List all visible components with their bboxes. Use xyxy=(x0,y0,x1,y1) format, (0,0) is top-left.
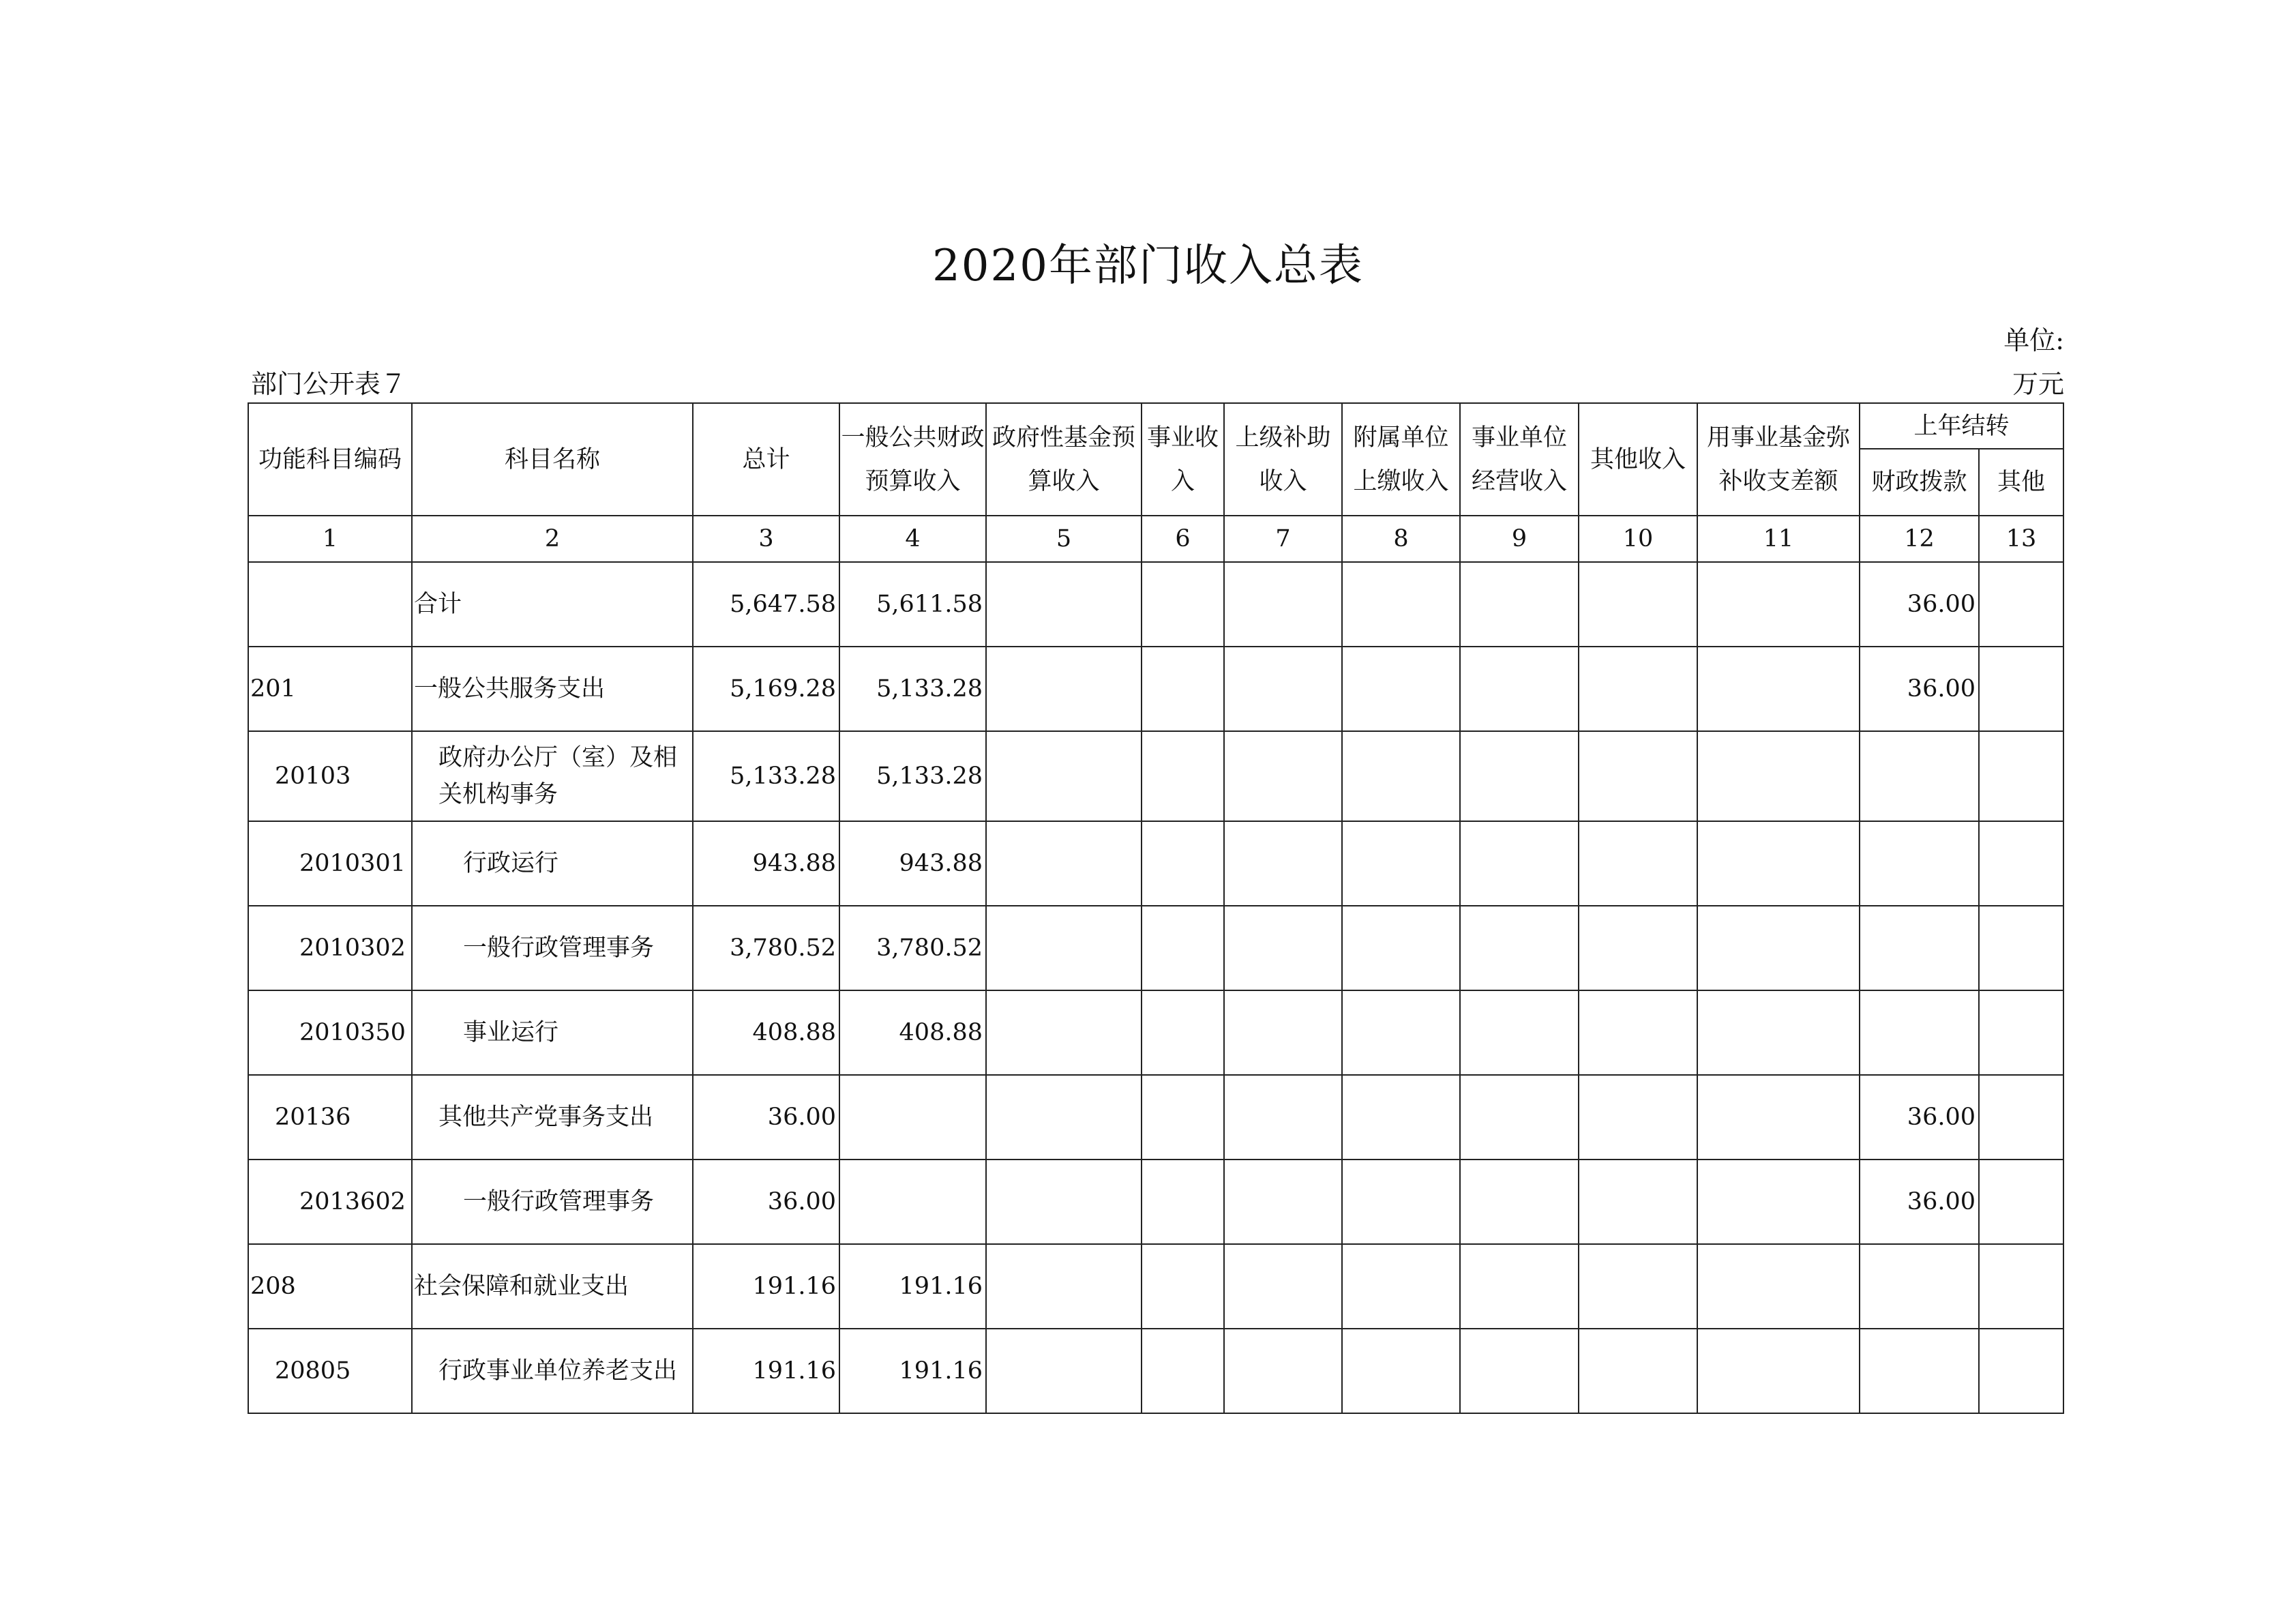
cell-value xyxy=(1460,647,1579,731)
cell-value xyxy=(1224,562,1342,647)
cell-value xyxy=(1697,906,1860,990)
cell-value xyxy=(986,562,1142,647)
cell-value: 3,780.52 xyxy=(839,906,986,990)
cell-value xyxy=(1224,1329,1342,1413)
cell-value xyxy=(1342,731,1460,821)
cell-value xyxy=(1979,1329,2063,1413)
cell-code: 2013602 xyxy=(248,1160,412,1244)
index-cell: 12 xyxy=(1860,516,1979,562)
unit-label: 单位: xyxy=(2003,325,2064,355)
cell-value: 5,133.28 xyxy=(839,731,986,821)
cell-value: 5,647.58 xyxy=(693,562,839,647)
index-row xyxy=(248,516,2063,562)
cell-value xyxy=(1224,821,1342,906)
header-general-budget: 一般公共财政预算收入 xyxy=(839,403,986,516)
header-code: 功能科目编码 xyxy=(248,403,412,516)
cell-value xyxy=(986,647,1142,731)
table-row xyxy=(248,990,2063,1075)
cell-value xyxy=(1979,731,2063,821)
cell-value xyxy=(1224,1160,1342,1244)
cell-name: 政府办公厅（室）及相关机构事务 xyxy=(412,731,693,821)
index-cell: 11 xyxy=(1697,516,1860,562)
cell-value xyxy=(986,1160,1142,1244)
cell-value xyxy=(1579,562,1697,647)
cell-value: 191.16 xyxy=(693,1329,839,1413)
cell-value xyxy=(1224,647,1342,731)
cell-code: 2010350 xyxy=(248,990,412,1075)
cell-value xyxy=(1342,1329,1460,1413)
cell-value xyxy=(1697,821,1860,906)
unit-value: 万元 xyxy=(2012,369,2064,399)
cell-value xyxy=(1224,731,1342,821)
cell-value xyxy=(986,990,1142,1075)
header-other-income: 其他收入 xyxy=(1579,403,1697,516)
table-row xyxy=(248,1244,2063,1329)
cell-value xyxy=(1579,1244,1697,1329)
cell-value xyxy=(839,1075,986,1160)
cell-name: 行政运行 xyxy=(412,821,693,906)
cell-value xyxy=(1979,906,2063,990)
cell-value xyxy=(1697,1075,1860,1160)
header-carry-other: 其他 xyxy=(1979,449,2063,516)
cell-value: 191.16 xyxy=(693,1244,839,1329)
cell-value xyxy=(1342,990,1460,1075)
cell-value xyxy=(1979,1075,2063,1160)
cell-value xyxy=(1860,821,1979,906)
header-gov-fund: 政府性基金预算收入 xyxy=(986,403,1142,516)
cell-value: 943.88 xyxy=(693,821,839,906)
cell-value xyxy=(986,1244,1142,1329)
cell-value xyxy=(1579,647,1697,731)
header-operating: 事业单位经营收入 xyxy=(1460,403,1579,516)
cell-value xyxy=(1460,1160,1579,1244)
cell-value xyxy=(1342,906,1460,990)
cell-value xyxy=(1579,821,1697,906)
cell-value xyxy=(1579,906,1697,990)
cell-code: 20805 xyxy=(248,1329,412,1413)
cell-value xyxy=(1460,731,1579,821)
table-row xyxy=(248,906,2063,990)
index-cell: 9 xyxy=(1460,516,1579,562)
cell-name: 一般行政管理事务 xyxy=(412,1160,693,1244)
cell-value: 408.88 xyxy=(839,990,986,1075)
header-business: 事业收入 xyxy=(1142,403,1224,516)
header-name: 科目名称 xyxy=(412,403,693,516)
index-cell: 4 xyxy=(839,516,986,562)
cell-value xyxy=(1142,821,1224,906)
cell-value xyxy=(1979,562,2063,647)
header-affiliated: 附属单位上缴收入 xyxy=(1342,403,1460,516)
cell-value: 5,169.28 xyxy=(693,647,839,731)
cell-value xyxy=(1342,821,1460,906)
cell-value: 3,780.52 xyxy=(693,906,839,990)
cell-value xyxy=(1697,990,1860,1075)
cell-value xyxy=(1860,1329,1979,1413)
cell-value xyxy=(1979,1160,2063,1244)
cell-value xyxy=(986,1075,1142,1160)
cell-name: 事业运行 xyxy=(412,990,693,1075)
table-row xyxy=(248,562,2063,647)
cell-value xyxy=(1460,1075,1579,1160)
header-carry-fiscal: 财政拨款 xyxy=(1860,449,1979,516)
cell-value: 5,611.58 xyxy=(839,562,986,647)
cell-code: 2010302 xyxy=(248,906,412,990)
cell-value xyxy=(1142,906,1224,990)
cell-value xyxy=(1142,1244,1224,1329)
cell-value xyxy=(839,1160,986,1244)
cell-value xyxy=(1860,1244,1979,1329)
cell-value: 36.00 xyxy=(1860,562,1979,647)
header-superior-subsidy: 上级补助收入 xyxy=(1224,403,1342,516)
cell-value xyxy=(1460,906,1579,990)
cell-value: 36.00 xyxy=(1860,1075,1979,1160)
header-carryover: 上年结转 xyxy=(1860,403,2063,449)
cell-value xyxy=(1142,647,1224,731)
index-cell: 13 xyxy=(1979,516,2063,562)
cell-value xyxy=(1860,990,1979,1075)
cell-value: 191.16 xyxy=(839,1329,986,1413)
cell-value xyxy=(1460,1329,1579,1413)
table-row xyxy=(248,821,2063,906)
cell-value xyxy=(1142,1075,1224,1160)
cell-value: 36.00 xyxy=(693,1160,839,1244)
cell-name: 社会保障和就业支出 xyxy=(412,1244,693,1329)
cell-code: 20136 xyxy=(248,1075,412,1160)
header-total: 总计 xyxy=(693,403,839,516)
cell-value: 36.00 xyxy=(693,1075,839,1160)
cell-value xyxy=(986,731,1142,821)
cell-value xyxy=(986,821,1142,906)
cell-value xyxy=(1342,1075,1460,1160)
cell-value: 5,133.28 xyxy=(693,731,839,821)
cell-value xyxy=(1697,731,1860,821)
cell-value xyxy=(1224,906,1342,990)
cell-value xyxy=(986,906,1142,990)
cell-value xyxy=(1224,1075,1342,1160)
cell-value xyxy=(1460,562,1579,647)
cell-value xyxy=(1579,1075,1697,1160)
index-cell: 6 xyxy=(1142,516,1224,562)
cell-value xyxy=(1342,1244,1460,1329)
table-number: 部门公开表７ xyxy=(251,369,407,399)
cell-value xyxy=(1860,906,1979,990)
cell-name: 一般行政管理事务 xyxy=(412,906,693,990)
cell-value xyxy=(1979,1244,2063,1329)
cell-value xyxy=(1579,731,1697,821)
cell-value xyxy=(986,1329,1142,1413)
table-row xyxy=(248,1160,2063,1244)
cell-code: 20103 xyxy=(248,731,412,821)
cell-value xyxy=(1697,562,1860,647)
income-summary-table xyxy=(248,402,2064,1414)
cell-value xyxy=(1142,1160,1224,1244)
cell-value xyxy=(1142,731,1224,821)
cell-name: 行政事业单位养老支出 xyxy=(412,1329,693,1413)
cell-code xyxy=(248,562,412,647)
cell-value xyxy=(1142,562,1224,647)
table-row xyxy=(248,731,2063,821)
cell-value: 943.88 xyxy=(839,821,986,906)
cell-code: 2010301 xyxy=(248,821,412,906)
cell-value: 36.00 xyxy=(1860,647,1979,731)
cell-value xyxy=(1579,990,1697,1075)
header-fund-cover: 用事业基金弥补收支差额 xyxy=(1697,403,1860,516)
cell-code: 201 xyxy=(248,647,412,731)
cell-name: 合计 xyxy=(412,562,693,647)
index-cell: 3 xyxy=(693,516,839,562)
index-cell: 1 xyxy=(248,516,412,562)
cell-value xyxy=(1697,1329,1860,1413)
index-cell: 2 xyxy=(412,516,693,562)
cell-value xyxy=(1142,990,1224,1075)
cell-value xyxy=(1979,990,2063,1075)
table-row xyxy=(248,1329,2063,1413)
cell-value: 36.00 xyxy=(1860,1160,1979,1244)
cell-value xyxy=(1697,647,1860,731)
index-cell: 7 xyxy=(1224,516,1342,562)
cell-value xyxy=(1224,990,1342,1075)
index-cell: 10 xyxy=(1579,516,1697,562)
cell-name: 其他共产党事务支出 xyxy=(412,1075,693,1160)
cell-value xyxy=(1697,1244,1860,1329)
cell-value: 191.16 xyxy=(839,1244,986,1329)
cell-value: 408.88 xyxy=(693,990,839,1075)
page-title: 2020年部门收入总表 xyxy=(932,241,1364,291)
cell-code: 208 xyxy=(248,1244,412,1329)
cell-name: 一般公共服务支出 xyxy=(412,647,693,731)
cell-value xyxy=(1342,1160,1460,1244)
index-cell: 8 xyxy=(1342,516,1460,562)
cell-value: 5,133.28 xyxy=(839,647,986,731)
cell-value xyxy=(1579,1329,1697,1413)
cell-value xyxy=(1342,562,1460,647)
cell-value xyxy=(1860,731,1979,821)
cell-value xyxy=(1460,990,1579,1075)
cell-value xyxy=(1579,1160,1697,1244)
cell-value xyxy=(1460,1244,1579,1329)
index-cell: 5 xyxy=(986,516,1142,562)
table-row xyxy=(248,1075,2063,1160)
cell-value xyxy=(1224,1244,1342,1329)
cell-value xyxy=(1697,1160,1860,1244)
cell-value xyxy=(1979,821,2063,906)
cell-value xyxy=(1142,1329,1224,1413)
cell-value xyxy=(1342,647,1460,731)
cell-value xyxy=(1460,821,1579,906)
table-row xyxy=(248,647,2063,731)
cell-value xyxy=(1979,647,2063,731)
